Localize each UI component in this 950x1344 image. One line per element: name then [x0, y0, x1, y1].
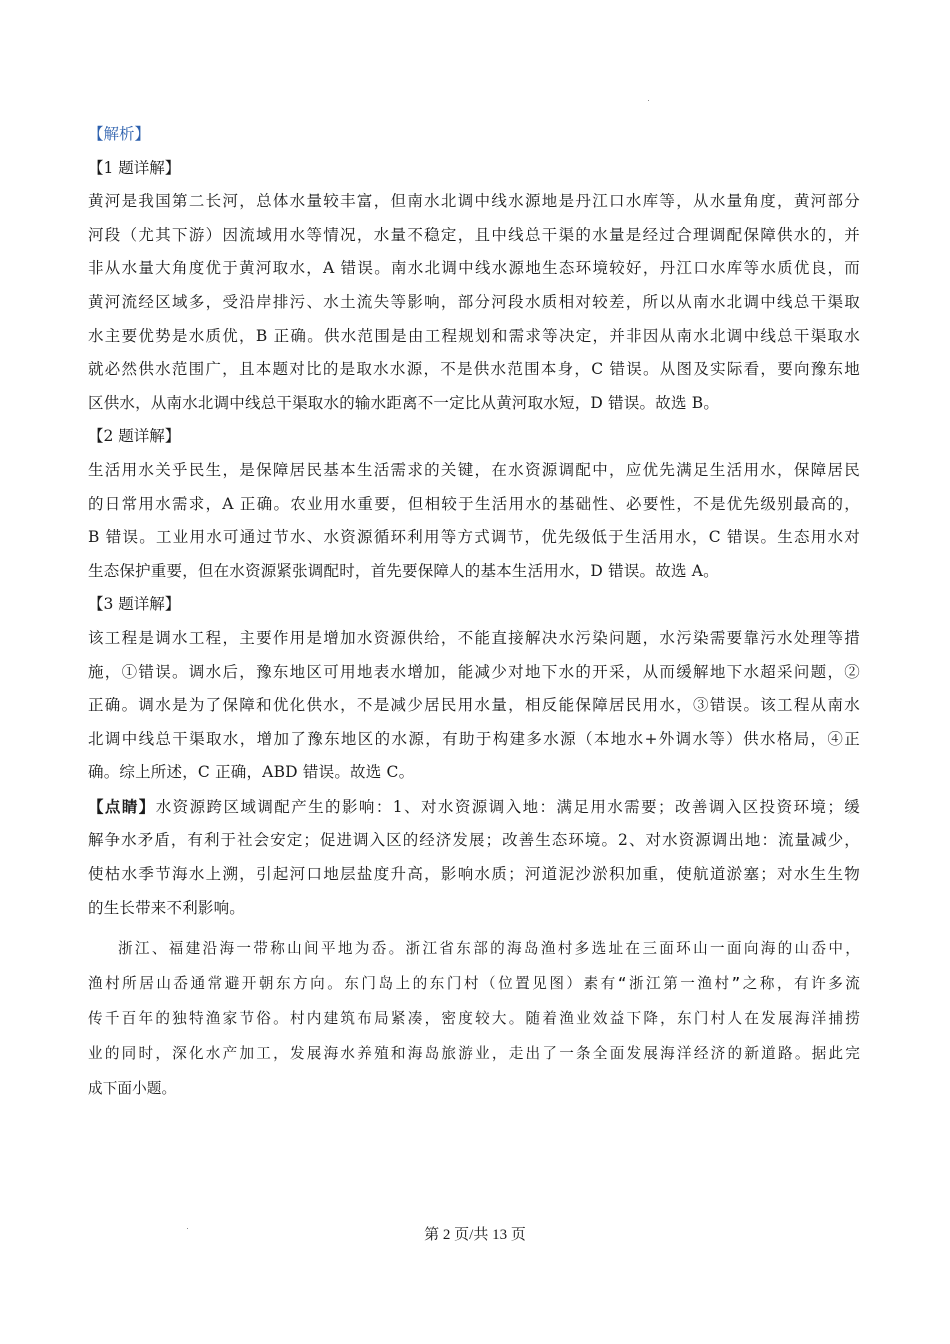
tip-first-line-text: 水资源跨区域调配产生的影响：1、对水资源调入地：满足用水需要；改善调入区投资环境；缓: [155, 797, 860, 816]
q3-line: 该工程是调水工程，主要作用是增加水资源供给，不能直接解决水污染问题，水污染需要靠污水处理等措: [88, 628, 860, 647]
q1-line: 就必然供水范围广，且本题对比的是取水水源，不是供水范围本身，C 错误。从图及实际看，要向豫东地: [88, 360, 860, 379]
q2-line: 的日常用水需求，A 正确。农业用水重要，但相较于生活用水的基础性、必要性，不是优先级别最高的，: [88, 494, 860, 513]
q1-line: 黄河流经区域多，受沿岸排污、水土流失等影响，部分河段水质相对较差，所以从南水北调中线总干渠取: [88, 292, 860, 311]
passage-line: 传千百年的独特渔家节俗。村内建筑布局紧凑，密度较大。随着渔业效益下降，东门村人在发展海洋捕捞: [88, 1010, 860, 1028]
reading-passage: [88, 931, 860, 1106]
q1-explanation: [88, 185, 860, 420]
q1-line: 河段（尤其下游）因流域用水等情况，水量不稳定，且中线总干渠的水量是经过合理调配保障供水的，并: [88, 225, 860, 244]
analysis-label: 【解析】: [88, 125, 151, 143]
page-footer: 第 2 页/共 13 页: [424, 1227, 526, 1243]
q1-line: 黄河是我国第二长河，总体水量较丰富，但南水北调中线水源地是丹江口水库等，从水量角度，黄河部分: [88, 192, 860, 211]
tip-first-line: [88, 790, 860, 825]
q2-heading: 【2 题详解】: [88, 427, 181, 446]
q2-line: B 错误。工业用水可通过节水、水资源循环利用等方式调节，优先级低于生活用水，C 错误。生态用水对: [88, 528, 860, 547]
q1-line: 非从水量大角度优于黄河取水，A 错误。南水北调中线水源地生态环境较好，丹江口水库等水质优良，而: [88, 259, 860, 278]
passage-line: 浙江、福建沿海一带称山间平地为岙。浙江省东部的海岛渔村多选址在三面环山一面向海的山岙中，: [118, 940, 860, 958]
tip-line: 解争水矛盾，有利于社会安定；促进调入区的经济发展；改善生态环境。2、对水资源调出地：流量减少，: [88, 831, 860, 850]
q1-line: 区供水，从南水北调中线总干渠取水的输水距离不一定比从黄河取水短，D 错误。故选 B。: [88, 393, 720, 412]
tip-section: [88, 790, 860, 925]
passage-line: 成下面小题。: [88, 1080, 177, 1098]
passage-line: 渔村所居山岙通常避开朝东方向。东门岛上的东门村（位置见图）素有“浙江第一渔村”之称，有许多流: [88, 975, 860, 993]
tip-label: 【点睛】: [88, 796, 156, 816]
q3-line: 北调中线总干渠取水，增加了豫东地区的水源，有助于构建多水源（本地水+外调水等）供水格局，④正: [88, 729, 860, 748]
document-body: [88, 118, 860, 1106]
q3-explanation: [88, 622, 860, 790]
passage-line: 业的同时，深化水产加工，发展海水养殖和海岛旅游业，走出了一条全面发展海洋经济的新道路。据此完: [88, 1045, 860, 1063]
q1-heading: 【1 题详解】: [88, 158, 181, 177]
q1-line: 水主要优势是水质优，B 正确。供水范围是由工程规划和需求等决定，并非因从南水北调中线总干渠取水: [88, 326, 860, 345]
q3-line: 正确。调水是为了保障和优化供水，不是减少居民用水量，相反能保障居民用水，③错误。该工程从南水: [88, 696, 860, 715]
q2-line: 生活用水关乎民生，是保障居民基本生活需求的关键，在水资源调配中，应优先满足生活用水，保障居民: [88, 460, 860, 479]
tip-line: 的生长带来不利影响。: [88, 898, 246, 917]
q3-line: 确。综上所述，C 正确，ABD 错误。故选 C。: [88, 763, 415, 782]
q3-line: 施，①错误。调水后，豫东地区可用地表水增加，能减少对地下水的开采，从而缓解地下水超采问题，②: [88, 662, 860, 681]
scan-speck: [648, 100, 649, 101]
q2-line: 生态保护重要，但在水资源紧张调配时，首先要保障人的基本生活用水，D 错误。故选 A。: [88, 561, 719, 580]
q3-heading: 【3 题详解】: [88, 595, 181, 614]
q2-explanation: [88, 454, 860, 588]
tip-line: 使枯水季节海水上溯，引起河口地层盐度升高，影响水质；河道泥沙淤积加重，使航道淤塞；对水生生物: [88, 865, 860, 884]
